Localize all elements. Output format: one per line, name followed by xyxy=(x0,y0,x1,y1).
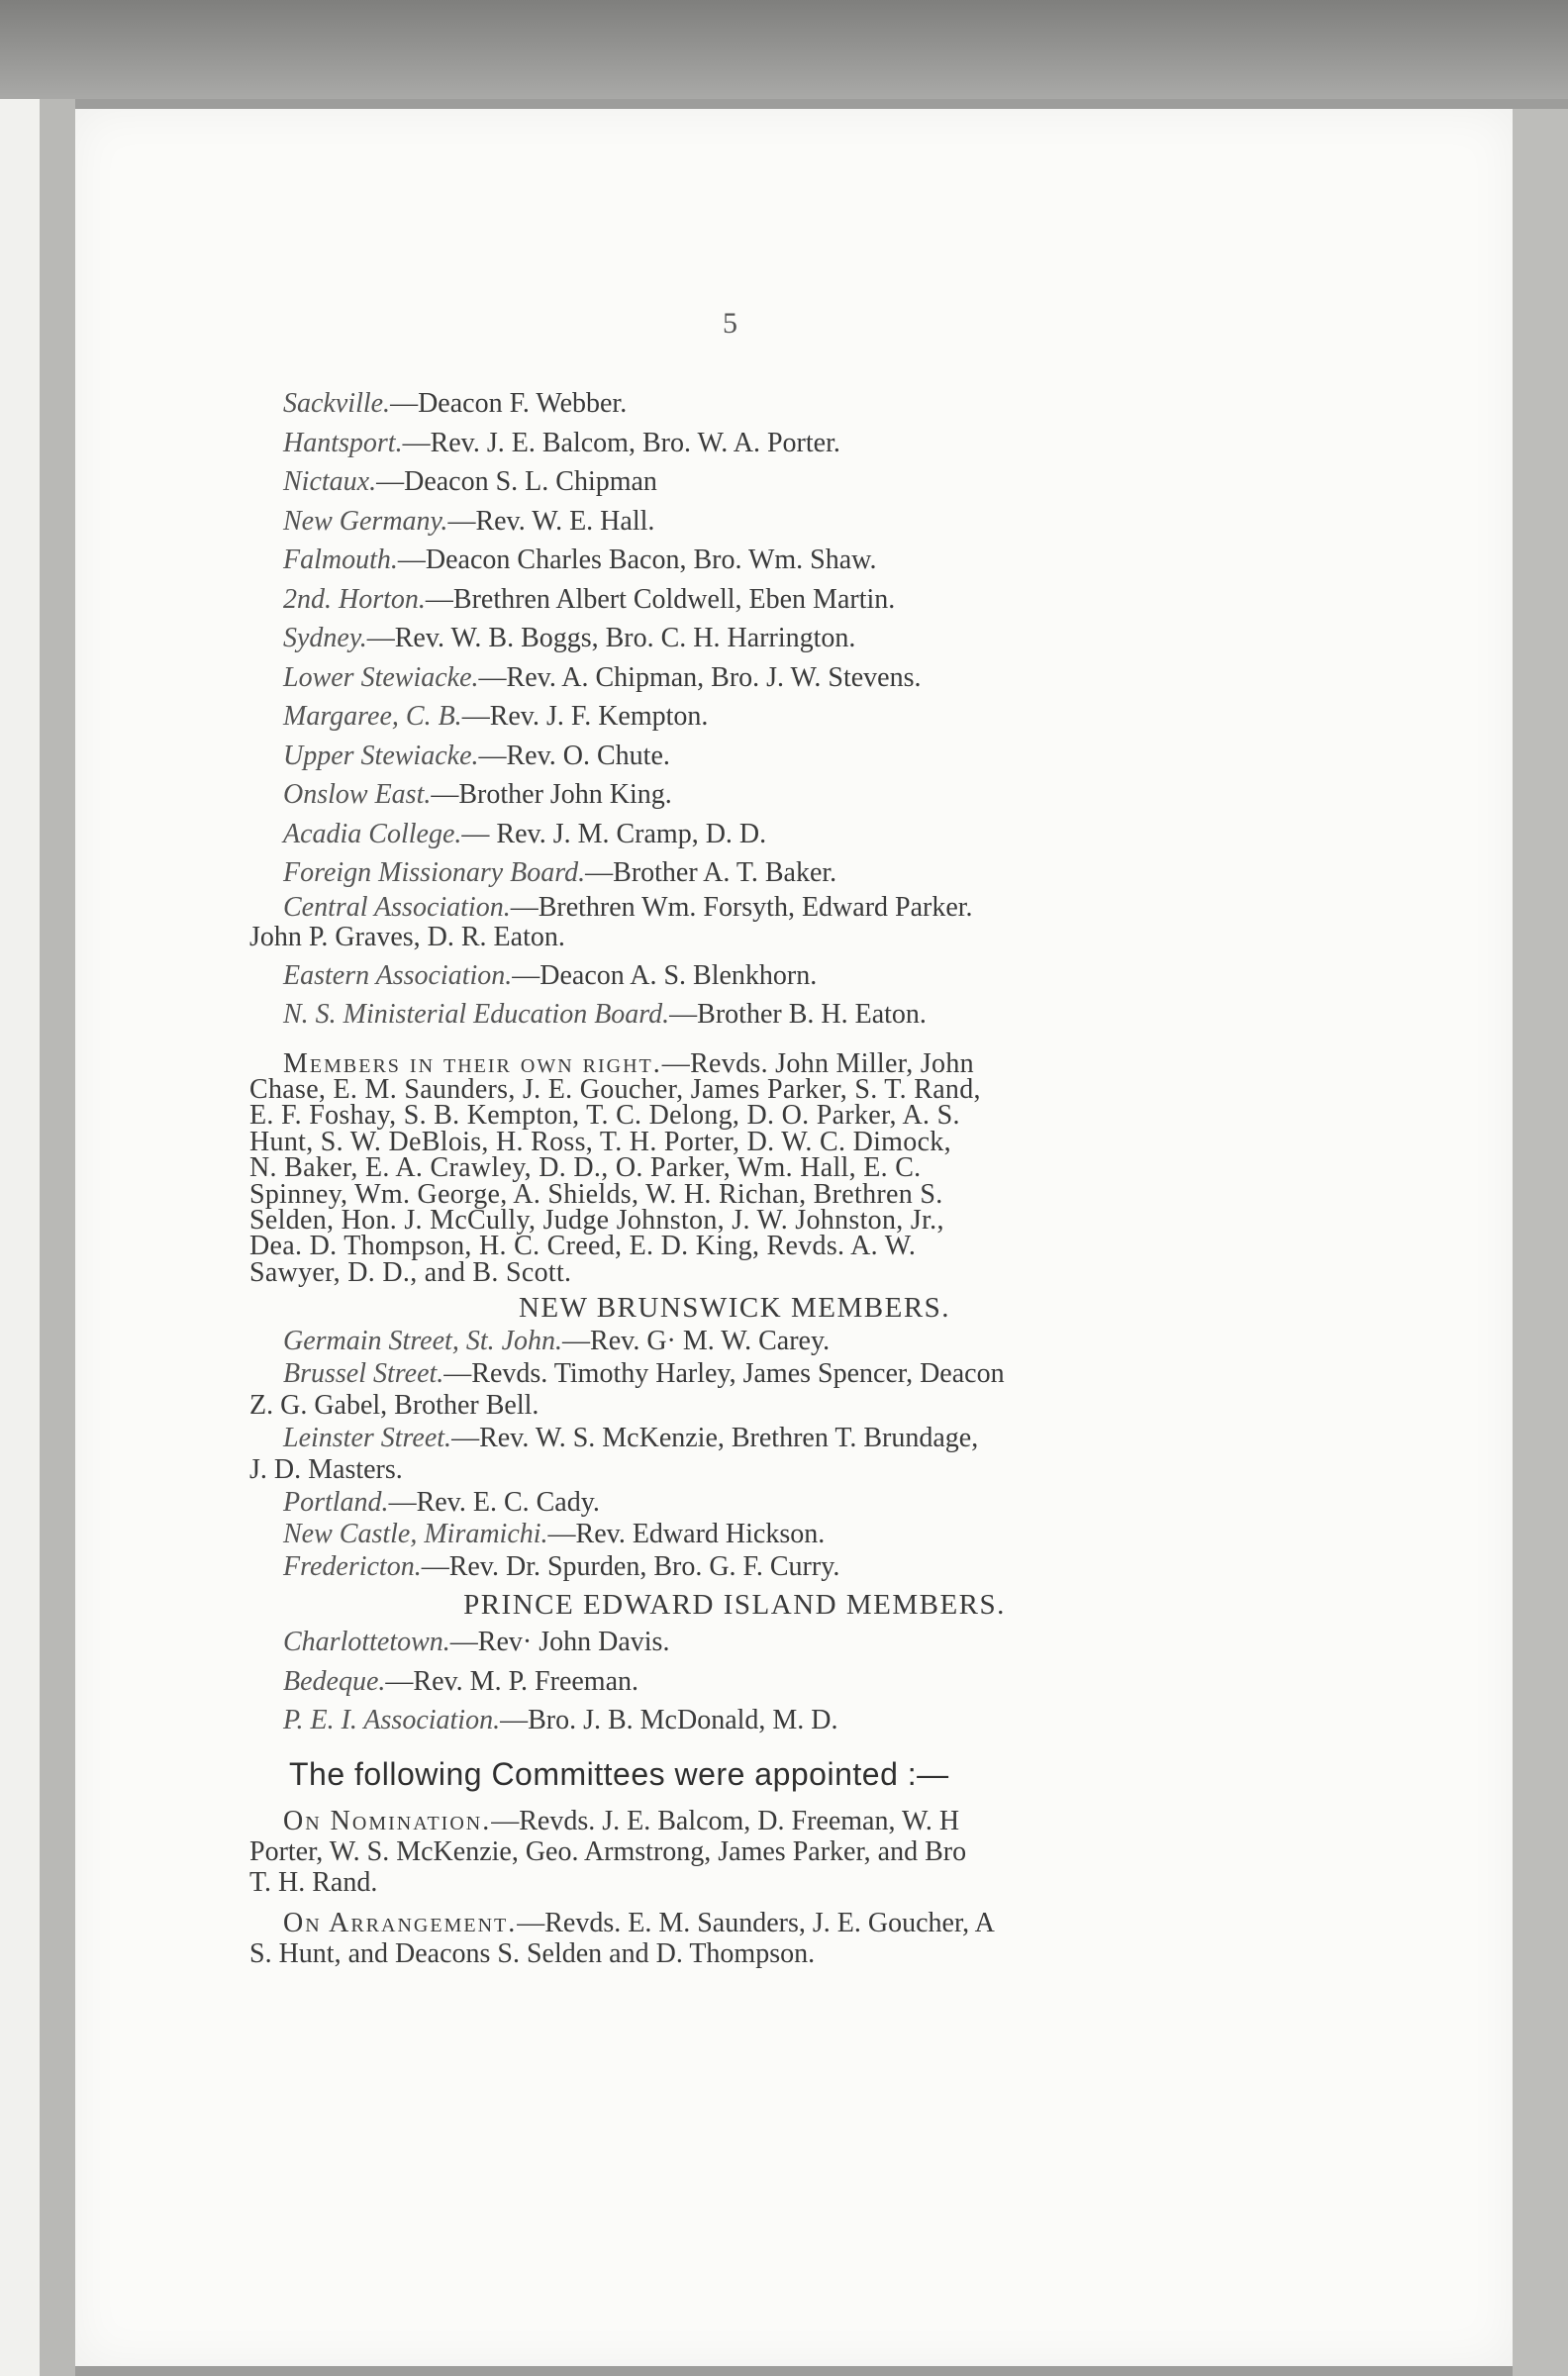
delegate-entry xyxy=(249,502,1220,542)
delegate-names: —Deacon Charles Bacon, Bro. Wm. Shaw. xyxy=(397,544,877,575)
delegate-names: —Rev. G· M. W. Carey. xyxy=(562,1326,831,1357)
scanner-top-band xyxy=(0,0,1568,99)
delegate-entry xyxy=(249,1701,1220,1740)
members-line: N. Baker, E. A. Crawley, D. D., O. Parker, Wm. Hall, E. C. xyxy=(249,1152,922,1184)
nova-scotia-delegates-2 xyxy=(249,956,1220,1035)
delegate-names: —Rev. J. E. Balcom, Bro. W. A. Porter. xyxy=(402,427,840,458)
delegate-names: —Revds. Timothy Harley, James Spencer, Deacon xyxy=(443,1357,1005,1389)
delegate-names: —Deacon A. S. Blenkhorn. xyxy=(512,959,818,991)
delegate-names: — Rev. J. M. Cramp, D. D. xyxy=(461,818,767,849)
delegate-entry xyxy=(249,775,1220,815)
place-name: Sackville. xyxy=(283,388,391,419)
delegate-names: —Deacon S. L. Chipman xyxy=(376,466,657,497)
place-name: 2nd. Horton. xyxy=(283,583,426,615)
place-name: New Germany. xyxy=(283,505,448,537)
place-name: Sydney. xyxy=(283,623,367,653)
place-name: Portland. xyxy=(283,1486,389,1518)
committee-line: —Revds. J. E. Balcom, D. Freeman, W. H xyxy=(491,1805,960,1836)
arrangement-committee xyxy=(249,1908,1220,1969)
committees-heading: The following Committees were appointed :— xyxy=(289,1755,949,1792)
place-name: Foreign Missionary Board. xyxy=(283,857,586,888)
place-name: Brussel Street. xyxy=(283,1357,444,1389)
delegate-names: —Brother B. H. Eaton. xyxy=(669,999,927,1030)
place-name: Margaree, C. B. xyxy=(283,701,462,732)
members-own-right-paragraph xyxy=(249,1047,1220,1288)
members-line: Spinney, Wm. George, A. Shields, W. H. Richan, Brethren S. xyxy=(249,1178,943,1210)
members-line: Selden, Hon. J. McCully, Judge Johnston, J. W. Johnston, Jr., xyxy=(249,1204,944,1236)
delegate-names: —Rev· John Davis. xyxy=(449,1627,670,1658)
pei-delegates xyxy=(249,1623,1220,1740)
members-line: E. F. Foshay, S. B. Kempton, T. C. Delong, D. O. Parker, A. S. xyxy=(249,1100,960,1132)
delegate-names: —Brethren Albert Coldwell, Eben Martin. xyxy=(425,583,896,615)
committee-line: —Revds. E. M. Saunders, J. E. Goucher, A xyxy=(517,1907,995,1938)
book-gutter xyxy=(40,99,75,2376)
delegate-names: —Rev. Dr. Spurden, Bro. G. F. Curry. xyxy=(421,1550,840,1582)
delegate-names: —Rev. Edward Hickson. xyxy=(547,1519,826,1550)
delegate-entry xyxy=(249,697,1220,737)
delegate-entry xyxy=(249,658,1220,698)
delegate-entry xyxy=(249,1423,1220,1487)
delegate-names-cont: Z. G. Gabel, Brother Bell. xyxy=(249,1390,539,1422)
delegate-names: —Brother A. T. Baker. xyxy=(585,857,837,888)
delegate-entry xyxy=(249,1551,1220,1584)
nomination-committee xyxy=(249,1806,1220,1898)
page-text xyxy=(249,292,1220,1969)
delegate-names: —Deacon F. Webber. xyxy=(390,388,628,419)
delegate-entry xyxy=(249,995,1220,1035)
delegate-names: —Bro. J. B. McDonald, M. D. xyxy=(500,1705,838,1736)
committee-title: On Nomination. xyxy=(283,1805,492,1836)
delegate-names: —Rev. J. F. Kempton. xyxy=(461,701,709,732)
delegate-names-cont: John P. Graves, D. R. Eaton. xyxy=(249,921,565,952)
facing-page-edge xyxy=(0,99,40,2376)
delegate-entry xyxy=(249,956,1220,996)
page-number: 5 xyxy=(723,307,737,340)
scanner-right-edge xyxy=(1513,109,1568,2376)
delegate-entry xyxy=(249,384,1220,424)
place-name: Nictaux. xyxy=(283,466,377,497)
delegate-names: —Rev. W. B. Boggs, Bro. C. H. Harrington. xyxy=(366,623,856,653)
members-line: Sawyer, D. D., and B. Scott. xyxy=(249,1256,572,1288)
delegate-names: —Rev. A. Chipman, Bro. J. W. Stevens. xyxy=(478,661,922,693)
new-brunswick-heading: NEW BRUNSWICK MEMBERS. xyxy=(518,1292,951,1325)
place-name: Fredericton. xyxy=(283,1550,422,1582)
members-line: Hunt, S. W. DeBlois, H. Ross, T. H. Porter, D. W. C. Dimock, xyxy=(249,1126,951,1157)
place-name: Acadia College. xyxy=(283,818,462,849)
pei-heading: PRINCE EDWARD ISLAND MEMBERS. xyxy=(463,1589,1006,1622)
committee-line: S. Hunt, and Deacons S. Selden and D. Thompson. xyxy=(249,1937,816,1969)
delegate-entry xyxy=(249,462,1220,502)
delegate-entry xyxy=(249,541,1220,580)
committee-line: Porter, W. S. McKenzie, Geo. Armstrong, James Parker, and Bro xyxy=(249,1835,967,1867)
delegate-entry xyxy=(249,737,1220,776)
delegate-entry xyxy=(249,1487,1220,1520)
place-name: Onslow East. xyxy=(283,779,432,810)
delegate-names: —Rev. W. E. Hall. xyxy=(447,505,655,537)
delegate-names: —Rev. O. Chute. xyxy=(478,740,670,771)
place-name: Hantsport. xyxy=(283,427,403,458)
delegate-names-cont: J. D. Masters. xyxy=(249,1454,403,1486)
members-line: Chase, E. M. Saunders, J. E. Goucher, James Parker, S. T. Rand, xyxy=(249,1073,981,1105)
place-name: Falmouth. xyxy=(283,544,398,575)
delegate-names: —Brother John King. xyxy=(431,779,672,810)
place-name: P. E. I. Association. xyxy=(283,1705,501,1736)
delegate-names: —Rev. M. P. Freeman. xyxy=(385,1665,638,1697)
members-line: —Revds. John Miller, John xyxy=(661,1047,974,1079)
place-name: Germain Street, St. John. xyxy=(283,1326,563,1357)
place-name: Upper Stewiacke. xyxy=(283,740,479,771)
delegate-entry xyxy=(249,1519,1220,1551)
place-name: Leinster Street. xyxy=(283,1422,452,1453)
place-name: Charlottetown. xyxy=(283,1627,450,1658)
place-name: Bedeque. xyxy=(283,1665,386,1697)
members-line: Dea. D. Thompson, H. C. Creed, E. D. King, Revds. A. W. xyxy=(249,1231,917,1262)
delegate-entry xyxy=(249,1326,1220,1358)
delegate-names: —Brethren Wm. Forsyth, Edward Parker. xyxy=(510,891,973,923)
delegate-entry xyxy=(249,1623,1220,1662)
place-name: New Castle, Miramichi. xyxy=(283,1519,548,1550)
delegate-names: —Rev. W. S. McKenzie, Brethren T. Brundage, xyxy=(451,1422,979,1453)
new-brunswick-delegates xyxy=(249,1326,1220,1583)
delegate-entry xyxy=(249,424,1220,463)
committee-line: T. H. Rand. xyxy=(249,1866,378,1898)
central-association-entry xyxy=(249,893,1220,952)
delegate-names: —Rev. E. C. Cady. xyxy=(388,1486,600,1518)
nova-scotia-delegates xyxy=(249,384,1220,893)
delegate-entry xyxy=(249,1358,1220,1423)
place-name: Eastern Association. xyxy=(283,959,513,991)
place-name: N. S. Ministerial Education Board. xyxy=(283,999,670,1030)
delegate-entry xyxy=(249,815,1220,854)
place-name: Lower Stewiacke. xyxy=(283,661,479,693)
delegate-entry xyxy=(249,1662,1220,1702)
delegate-entry xyxy=(249,619,1220,658)
delegate-entry xyxy=(249,580,1220,620)
section-heading: Members in their own right. xyxy=(283,1047,662,1079)
delegate-entry xyxy=(249,853,1220,893)
committee-title: On Arrangement. xyxy=(283,1907,518,1938)
place-name: Central Association. xyxy=(283,891,511,923)
